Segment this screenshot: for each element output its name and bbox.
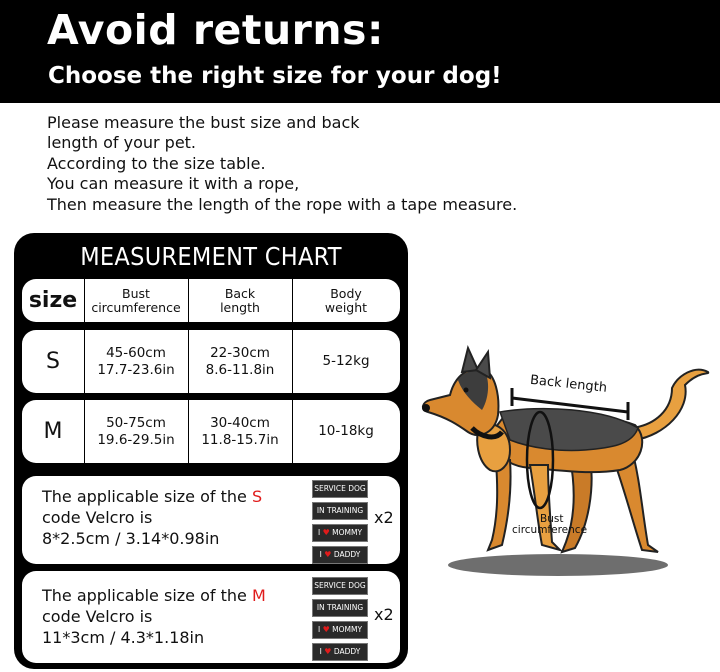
heart-icon: ♥ bbox=[324, 647, 332, 656]
back-cell: 30-40cm 11.8-15.7in bbox=[201, 414, 279, 448]
velcro-text: The applicable size of the S code Velcro is 8*2.5cm / 3.14*0.98in bbox=[42, 487, 263, 548]
instruction-line: Then measure the length of the rope with a tape measure. bbox=[47, 194, 518, 214]
header-bust: Bust circumference bbox=[91, 285, 181, 315]
patch-i-love-daddy: I ♥ DADDY bbox=[312, 546, 368, 564]
measurement-chart bbox=[14, 233, 408, 669]
dog-eye bbox=[464, 388, 469, 393]
patch-multiplier: x2 bbox=[374, 508, 394, 527]
header-banner bbox=[0, 0, 720, 103]
heart-icon: ♥ bbox=[324, 550, 332, 559]
header-weight: Body weight bbox=[324, 285, 368, 315]
tail bbox=[632, 370, 708, 440]
instruction-line: Please measure the bust size and back bbox=[47, 113, 360, 132]
chart-header-row bbox=[22, 279, 400, 322]
dog-ear bbox=[462, 348, 478, 372]
patch-i-love-mommy: I ♥ MOMMY bbox=[312, 621, 368, 639]
header-size: size bbox=[28, 288, 78, 313]
velcro-patches bbox=[312, 480, 368, 568]
velcro-card-m bbox=[22, 571, 400, 663]
instruction-line: According to the size table. bbox=[47, 153, 266, 173]
instructions bbox=[47, 113, 517, 215]
patch-in-training: IN TRAINING bbox=[312, 502, 368, 520]
patch-service-dog: SERVICE DOG bbox=[312, 480, 368, 498]
velcro-patches bbox=[312, 577, 368, 665]
patch-in-training: IN TRAINING bbox=[312, 599, 368, 617]
table-row bbox=[22, 400, 400, 463]
bust-cell: 45-60cm 17.7-23.6in bbox=[97, 344, 175, 378]
header-back: Back length bbox=[220, 285, 260, 315]
heart-icon: ♥ bbox=[322, 625, 330, 634]
banner-title: Avoid returns: bbox=[47, 6, 384, 54]
patch-i-love-mommy: I ♥ MOMMY bbox=[312, 524, 368, 542]
patch-service-dog: SERVICE DOG bbox=[312, 577, 368, 595]
ground-shadow bbox=[448, 554, 668, 576]
front-leg bbox=[530, 465, 560, 550]
bust-label-line2: circumference bbox=[512, 524, 588, 536]
velcro-card-s bbox=[22, 476, 400, 564]
chart-title: MEASUREMENT CHART bbox=[80, 242, 342, 271]
front-leg bbox=[488, 460, 511, 550]
instruction-line: You can measure it with a rope, bbox=[47, 174, 300, 194]
banner-subtitle: Choose the right size for your dog! bbox=[48, 63, 502, 89]
dog-nose bbox=[422, 404, 430, 412]
weight-cell: 5-12kg bbox=[322, 353, 370, 369]
size-cell: M bbox=[43, 419, 63, 444]
weight-cell: 10-18kg bbox=[318, 423, 374, 439]
back-length-label: Back length bbox=[529, 372, 608, 396]
back-cell: 22-30cm 8.6-11.8in bbox=[205, 344, 275, 378]
table-row bbox=[22, 330, 400, 393]
patch-i-love-daddy: I ♥ DADDY bbox=[312, 643, 368, 661]
dog-saddle bbox=[500, 409, 638, 451]
heart-icon: ♥ bbox=[322, 528, 330, 537]
velcro-text: The applicable size of the M code Velcro is 11*3cm / 4.3*1.18in bbox=[42, 586, 266, 647]
bust-cell: 50-75cm 19.6-29.5in bbox=[97, 414, 175, 448]
patch-multiplier: x2 bbox=[374, 605, 394, 624]
bust-label-line1: Bust bbox=[540, 513, 564, 525]
size-cell: S bbox=[46, 349, 60, 374]
instruction-line: length of your pet. bbox=[47, 133, 197, 153]
dog-illustration bbox=[410, 340, 715, 585]
